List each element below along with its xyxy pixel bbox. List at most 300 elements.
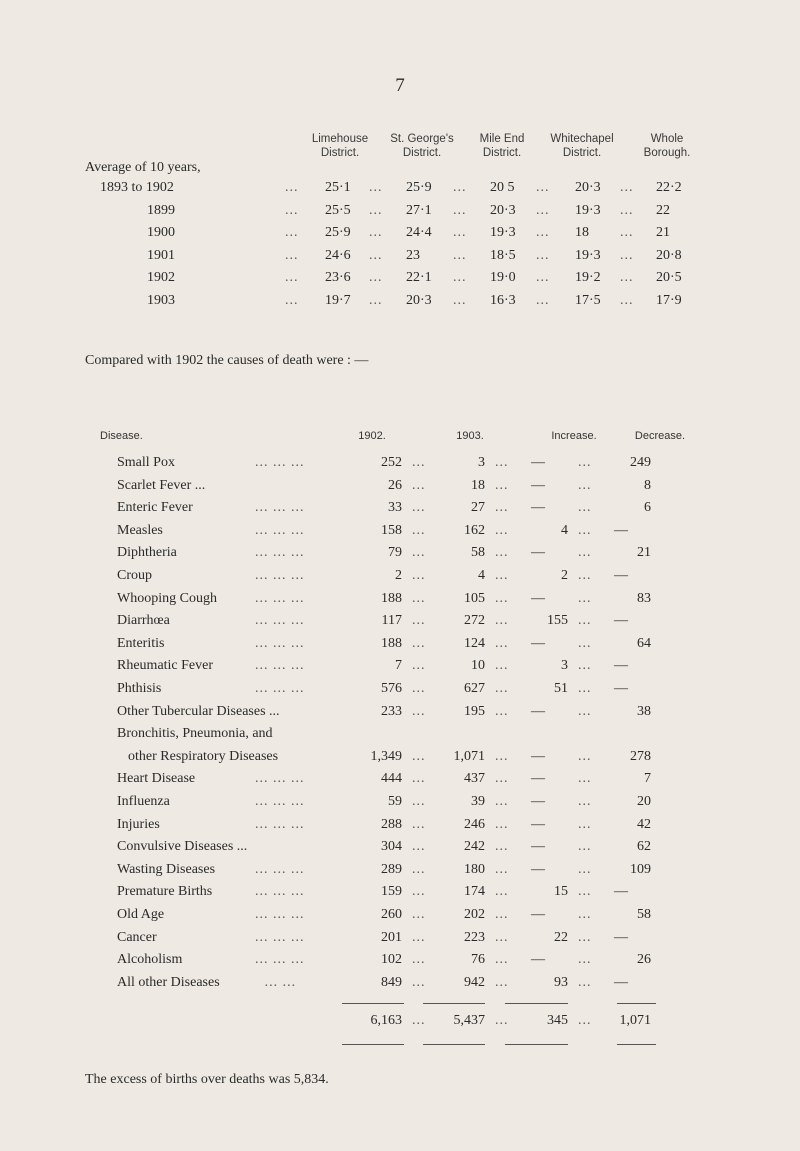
table-cell: 59 xyxy=(388,794,402,809)
table-cell: 17·9 xyxy=(656,292,682,308)
table-cell: 18 xyxy=(575,225,589,240)
table-cell: — xyxy=(614,929,628,945)
divider-rule xyxy=(423,1003,485,1004)
leader-dots: ... xyxy=(412,794,426,809)
leader-dots: ... xyxy=(285,270,299,285)
leader-dots: ... xyxy=(453,292,467,308)
disease-name: Heart Disease xyxy=(117,771,196,787)
disease-name: Alcoholism xyxy=(117,952,183,968)
table-cell: 38 xyxy=(637,703,651,719)
table-cell: 7 xyxy=(395,658,402,674)
table-cell: 10 xyxy=(471,658,485,674)
leader-dots: ... xyxy=(495,500,509,516)
table-cell: 42 xyxy=(637,816,651,832)
leader-dots: ... ... ... xyxy=(255,884,305,900)
table-cell: 272 xyxy=(464,613,485,629)
table-cell: 21 xyxy=(637,545,651,561)
table-cell: 39 xyxy=(471,794,485,809)
leader-dots: ... xyxy=(578,500,592,516)
disease-name: Influenza xyxy=(117,794,170,809)
table-cell: 76 xyxy=(471,952,485,968)
total-cell: 1,071 xyxy=(619,1013,651,1029)
leader-dots: ... xyxy=(285,292,299,308)
table-cell: 17·5 xyxy=(575,292,601,308)
table-cell: 102 xyxy=(381,952,402,968)
leader-dots: ... xyxy=(412,703,426,719)
disease-name: Small Pox xyxy=(117,455,175,470)
disease-name: Diphtheria xyxy=(117,545,177,561)
table-cell: 62 xyxy=(637,839,651,855)
leader-dots: ... xyxy=(285,180,299,195)
total-cell: 5,437 xyxy=(453,1013,485,1029)
divider-rule xyxy=(505,1044,568,1045)
table-cell: 21 xyxy=(656,225,670,240)
table-cell: 20·3 xyxy=(575,180,601,195)
disease-name: Croup xyxy=(117,568,152,583)
table-cell: — xyxy=(531,703,545,719)
table-cell: 109 xyxy=(630,861,651,877)
leader-dots: ... xyxy=(620,247,634,263)
table-cell: 627 xyxy=(464,681,485,696)
table-cell: 242 xyxy=(464,839,485,855)
leader-dots: ... xyxy=(578,477,592,493)
leader-dots: ... xyxy=(412,455,426,470)
disease-name: other Respiratory Diseases xyxy=(128,748,279,764)
table-cell: 18·5 xyxy=(490,247,516,263)
table-cell: 233 xyxy=(381,703,402,719)
leader-dots: ... xyxy=(578,748,592,764)
leader-dots: ... xyxy=(536,247,550,263)
table-cell: 289 xyxy=(381,861,402,877)
comparison-intro: Compared with 1902 the causes of death were : — xyxy=(85,353,369,368)
table-cell: 51 xyxy=(554,681,568,696)
table-cell: 20·5 xyxy=(656,270,682,285)
leader-dots: ... ... ... xyxy=(255,794,305,809)
leader-dots: ... xyxy=(453,202,467,218)
table-cell: — xyxy=(531,545,545,561)
table-cell: 7 xyxy=(644,771,651,787)
table-cell: 3 xyxy=(561,658,568,674)
table-cell: 23·6 xyxy=(325,270,351,285)
leader-dots: ... xyxy=(412,974,426,990)
disease-name: Enteric Fever xyxy=(117,500,193,516)
row-label: 1901 xyxy=(147,247,175,263)
disease-name: Phthisis xyxy=(117,681,162,696)
table-cell: 26 xyxy=(637,952,651,968)
leader-dots: ... xyxy=(412,748,426,764)
table-cell: 19·0 xyxy=(490,270,516,285)
table-cell: — xyxy=(614,522,628,538)
leader-dots: ... xyxy=(412,771,426,787)
table-cell: 58 xyxy=(637,907,651,922)
leader-dots: ... xyxy=(578,884,592,900)
disease-name: Other Tubercular Diseases ... xyxy=(117,703,280,719)
leader-dots: ... xyxy=(453,270,467,285)
leader-dots: ... xyxy=(578,522,592,538)
table-cell: 162 xyxy=(464,522,485,538)
table-cell: 158 xyxy=(381,522,402,538)
table-cell: 105 xyxy=(464,590,485,606)
table-cell: 19·7 xyxy=(325,292,351,308)
disease-name: Whooping Cough xyxy=(117,590,217,606)
leader-dots: ... xyxy=(620,292,634,308)
leader-dots: ... xyxy=(578,794,592,809)
table-cell: — xyxy=(531,500,545,516)
table-cell: 58 xyxy=(471,545,485,561)
leader-dots: ... xyxy=(412,522,426,538)
table-cell: 24·4 xyxy=(406,225,432,240)
leader-dots: ... xyxy=(412,590,426,606)
row-label: 1899 xyxy=(147,202,175,218)
table-cell: 444 xyxy=(381,771,402,787)
leader-dots: ... xyxy=(495,929,509,945)
table-cell: — xyxy=(531,907,545,922)
table-cell: 27·1 xyxy=(406,202,432,218)
leader-dots: ... xyxy=(495,568,509,583)
leader-dots: ... ... ... xyxy=(255,635,305,651)
column-header: Disease. xyxy=(100,430,143,442)
table-cell: 249 xyxy=(630,455,651,470)
column-header: St. George's xyxy=(390,133,454,145)
table-cell: 2 xyxy=(395,568,402,583)
leader-dots: ... ... ... xyxy=(255,568,305,583)
table-cell: 155 xyxy=(547,613,568,629)
table-cell: 576 xyxy=(381,681,402,696)
leader-dots: ... xyxy=(495,884,509,900)
leader-dots: ... xyxy=(369,247,383,263)
table-cell: 79 xyxy=(388,545,402,561)
table-cell: 288 xyxy=(381,816,402,832)
leader-dots: ... ... ... xyxy=(255,658,305,674)
table-cell: 23 xyxy=(406,247,420,263)
leader-dots: ... xyxy=(495,816,509,832)
leader-dots: ... xyxy=(578,590,592,606)
leader-dots: ... xyxy=(578,974,592,990)
column-header: District. xyxy=(402,147,442,159)
column-header: Whitechapel xyxy=(550,133,614,145)
leader-dots: ... xyxy=(495,455,509,470)
table-cell: — xyxy=(614,658,628,674)
disease-name: Wasting Diseases xyxy=(117,861,216,877)
row-label: 1893 to 1902 xyxy=(100,180,174,195)
leader-dots: ... xyxy=(453,180,467,195)
leader-dots: ... xyxy=(369,202,383,218)
table-cell: 22 xyxy=(656,202,670,218)
divider-rule xyxy=(342,1044,404,1045)
table-cell: 25·9 xyxy=(406,180,432,195)
leader-dots: ... xyxy=(536,225,550,240)
table-cell: 174 xyxy=(464,884,485,900)
table-cell: 20·3 xyxy=(406,292,432,308)
leader-dots: ... ... ... xyxy=(255,590,305,606)
table-cell: — xyxy=(531,771,545,787)
table-cell: 201 xyxy=(381,929,402,945)
leader-dots: ... ... ... xyxy=(255,771,305,787)
leader-dots: ... xyxy=(578,455,592,470)
leader-dots: ... xyxy=(578,861,592,877)
leader-dots: ... xyxy=(495,748,509,764)
disease-name: Bronchitis, Pneumonia, and xyxy=(117,726,273,742)
leader-dots: ... xyxy=(536,202,550,218)
table-cell: 64 xyxy=(637,635,651,651)
column-header: District. xyxy=(562,147,602,159)
leader-dots: ... xyxy=(285,247,299,263)
leader-dots: ... xyxy=(412,816,426,832)
divider-rule xyxy=(505,1003,568,1004)
column-header: Increase. xyxy=(551,430,597,442)
column-header: Whole xyxy=(650,133,684,145)
leader-dots: ... xyxy=(369,180,383,195)
leader-dots: ... xyxy=(495,545,509,561)
table-cell: — xyxy=(614,613,628,629)
table-cell: 22 xyxy=(554,929,568,945)
leader-dots: ... xyxy=(578,816,592,832)
table-cell: — xyxy=(531,477,545,493)
leader-dots: ... xyxy=(412,613,426,629)
leader-dots: ... xyxy=(412,545,426,561)
leader-dots: ... ... ... xyxy=(255,681,305,696)
leader-dots: ... xyxy=(495,974,509,990)
table-cell: — xyxy=(531,590,545,606)
table-cell: 19·3 xyxy=(575,247,601,263)
leader-dots: ... xyxy=(412,861,426,877)
table-cell: 260 xyxy=(381,907,402,922)
disease-name: Premature Births xyxy=(117,884,213,900)
leader-dots: ... xyxy=(495,861,509,877)
table-cell: 24·6 xyxy=(325,247,351,263)
table-cell: 2 xyxy=(561,568,568,583)
table-cell: 252 xyxy=(381,455,402,470)
disease-name: Measles xyxy=(117,522,163,538)
table-cell: 124 xyxy=(464,635,485,651)
leader-dots: ... xyxy=(495,522,509,538)
leader-dots: ... xyxy=(412,907,426,922)
table-cell: 15 xyxy=(554,884,568,900)
column-header: District. xyxy=(482,147,522,159)
leader-dots: ... ... ... xyxy=(255,816,305,832)
leader-dots: ... xyxy=(412,500,426,516)
leader-dots: ... xyxy=(412,929,426,945)
leader-dots: ... xyxy=(412,884,426,900)
table-cell: — xyxy=(531,952,545,968)
leader-dots: ... xyxy=(369,292,383,308)
divider-rule xyxy=(617,1044,656,1045)
leader-dots: ... ... ... xyxy=(255,929,305,945)
table-cell: — xyxy=(614,884,628,900)
row-label: 1900 xyxy=(147,225,175,240)
table-cell: 1,349 xyxy=(370,748,402,764)
leader-dots: ... xyxy=(412,658,426,674)
leader-dots: ... xyxy=(536,270,550,285)
disease-name: Injuries xyxy=(117,816,160,832)
disease-name: Convulsive Diseases ... xyxy=(117,839,248,855)
table-cell: 25·1 xyxy=(325,180,351,195)
table-cell: — xyxy=(531,839,545,855)
leader-dots: ... xyxy=(495,477,509,493)
leader-dots: ... xyxy=(495,613,509,629)
leader-dots: ... xyxy=(578,568,592,583)
table-cell: 202 xyxy=(464,907,485,922)
column-header: Borough. xyxy=(643,147,691,159)
table-cell: 22·2 xyxy=(656,180,682,195)
table-cell: 25·5 xyxy=(325,202,351,218)
disease-name: Rheumatic Fever xyxy=(117,658,214,674)
leader-dots: ... xyxy=(578,839,592,855)
leader-dots: ... xyxy=(620,270,634,285)
leader-dots: ... xyxy=(578,635,592,651)
leader-dots: ... ... ... xyxy=(255,455,305,470)
table-cell: 26 xyxy=(388,477,402,493)
leader-dots: ... xyxy=(495,771,509,787)
table-cell: — xyxy=(531,816,545,832)
disease-name: Enteritis xyxy=(117,635,165,651)
leader-dots: ... xyxy=(578,613,592,629)
leader-dots: ... xyxy=(578,952,592,968)
table-cell: — xyxy=(614,681,628,696)
page-number: 7 xyxy=(395,75,405,96)
leader-dots: ... xyxy=(412,635,426,651)
disease-name: Old Age xyxy=(117,907,165,922)
column-header: Mile End xyxy=(479,133,525,145)
table-cell: 22·1 xyxy=(406,270,432,285)
table-cell: 117 xyxy=(381,613,402,629)
table-cell: — xyxy=(531,794,545,809)
table-cell: 27 xyxy=(471,500,485,516)
table-cell: 1,071 xyxy=(453,748,485,764)
table-cell: 437 xyxy=(464,771,485,787)
table-cell: 18 xyxy=(471,477,485,493)
table-cell: 8 xyxy=(644,477,651,493)
disease-name: Diarrhœa xyxy=(117,613,170,629)
leader-dots: ... xyxy=(495,839,509,855)
column-header: District. xyxy=(320,147,360,159)
column-header: 1903. xyxy=(456,430,484,442)
table-cell: 25·9 xyxy=(325,225,351,240)
table-cell: 93 xyxy=(554,974,568,990)
leader-dots: ... ... xyxy=(264,974,297,990)
table-cell: 195 xyxy=(464,703,485,719)
table-cell: — xyxy=(614,974,628,990)
table-cell: 849 xyxy=(381,974,402,990)
total-cell: 6,163 xyxy=(370,1013,402,1029)
leader-dots: ... xyxy=(412,952,426,968)
leader-dots: ... xyxy=(578,703,592,719)
table-cell: — xyxy=(531,635,545,651)
leader-dots: ... xyxy=(578,771,592,787)
table-cell: 20·3 xyxy=(490,202,516,218)
leader-dots: ... ... ... xyxy=(255,522,305,538)
disease-name: Scarlet Fever ... xyxy=(117,477,206,493)
disease-name: All other Diseases xyxy=(117,974,220,990)
column-header: 1902. xyxy=(358,430,386,442)
leader-dots: ... xyxy=(495,635,509,651)
table-cell: 83 xyxy=(637,590,651,606)
leader-dots: ... xyxy=(578,929,592,945)
table-cell: — xyxy=(531,748,545,764)
table1-intro: Average of 10 years, xyxy=(85,160,201,175)
leader-dots: ... xyxy=(495,681,509,696)
leader-dots: ... xyxy=(412,839,426,855)
table-cell: 159 xyxy=(381,884,402,900)
divider-rule xyxy=(423,1044,485,1045)
leader-dots: ... xyxy=(536,292,550,308)
leader-dots: ... ... ... xyxy=(255,613,305,629)
table-cell: 304 xyxy=(381,839,402,855)
leader-dots: ... ... ... xyxy=(255,952,305,968)
footer-text: The excess of births over deaths was 5,834. xyxy=(85,1072,329,1087)
table-cell: 6 xyxy=(644,500,651,516)
divider-rule xyxy=(617,1003,656,1004)
table-cell: — xyxy=(531,861,545,877)
table-cell: 4 xyxy=(478,568,485,583)
leader-dots: ... xyxy=(495,907,509,922)
disease-name: Cancer xyxy=(117,929,157,945)
leader-dots: ... xyxy=(369,225,383,240)
leader-dots: ... xyxy=(578,658,592,674)
row-label: 1902 xyxy=(147,270,175,285)
leader-dots: ... ... ... xyxy=(255,907,305,922)
row-label: 1903 xyxy=(147,292,175,308)
leader-dots: ... xyxy=(412,681,426,696)
leader-dots: ... xyxy=(412,1013,426,1029)
leader-dots: ... xyxy=(578,907,592,922)
leader-dots: ... xyxy=(453,247,467,263)
table-cell: 19·2 xyxy=(575,270,601,285)
table-cell: — xyxy=(531,455,545,470)
leader-dots: ... xyxy=(412,568,426,583)
leader-dots: ... xyxy=(495,794,509,809)
leader-dots: ... xyxy=(578,1013,592,1029)
leader-dots: ... xyxy=(369,270,383,285)
total-cell: 345 xyxy=(547,1013,568,1029)
table-cell: 278 xyxy=(630,748,651,764)
leader-dots: ... xyxy=(620,180,634,195)
leader-dots: ... xyxy=(285,225,299,240)
table-cell: 20 xyxy=(637,794,651,809)
table-cell: — xyxy=(614,568,628,583)
table-cell: 942 xyxy=(464,974,485,990)
leader-dots: ... ... ... xyxy=(255,545,305,561)
table-cell: 19·3 xyxy=(490,225,516,240)
table-cell: 16·3 xyxy=(490,292,516,308)
table-cell: 180 xyxy=(464,861,485,877)
leader-dots: ... xyxy=(453,225,467,240)
leader-dots: ... ... ... xyxy=(255,861,305,877)
leader-dots: ... xyxy=(285,202,299,218)
leader-dots: ... xyxy=(495,658,509,674)
table-cell: 20·8 xyxy=(656,247,682,263)
leader-dots: ... xyxy=(412,477,426,493)
leader-dots: ... xyxy=(536,180,550,195)
table-cell: 188 xyxy=(381,590,402,606)
leader-dots: ... xyxy=(578,545,592,561)
leader-dots: ... xyxy=(620,225,634,240)
table-cell: 188 xyxy=(381,635,402,651)
leader-dots: ... xyxy=(495,590,509,606)
leader-dots: ... xyxy=(620,202,634,218)
table-cell: 223 xyxy=(464,929,485,945)
table-cell: 20 5 xyxy=(490,180,515,195)
column-header: Decrease. xyxy=(634,430,686,442)
leader-dots: ... xyxy=(495,1013,509,1029)
leader-dots: ... xyxy=(495,703,509,719)
leader-dots: ... xyxy=(495,952,509,968)
divider-rule xyxy=(342,1003,404,1004)
table-cell: 33 xyxy=(388,500,402,516)
column-header: Limehouse xyxy=(311,133,369,145)
table-cell: 19·3 xyxy=(575,202,601,218)
table-cell: 3 xyxy=(478,455,485,470)
